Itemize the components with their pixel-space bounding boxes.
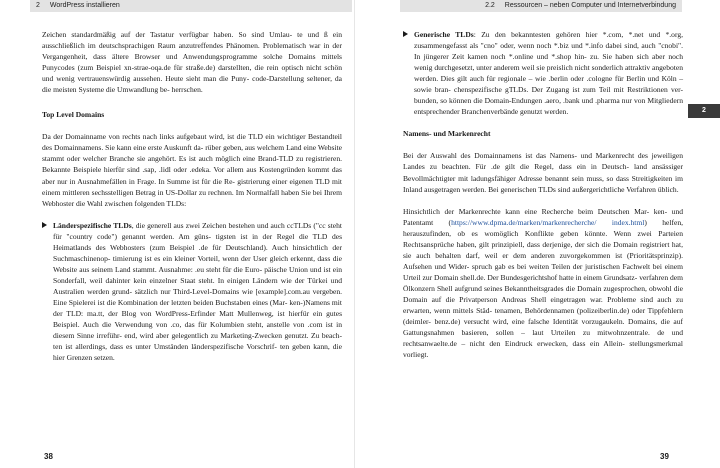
text-line: herrschen.	[171, 85, 203, 95]
chapter-number: 2	[36, 2, 40, 9]
text-line: Mullenweg, ist hierfür ein gutes Beispiel. Auch die Verwendung von .co,	[53, 309, 343, 330]
left-body-text	[42, 29, 342, 363]
text-line: stellungsmerkmal vorliegt.	[403, 339, 684, 360]
text-line: dem anderen zuvorgekommen ist (Prioritätsprinzip). Aufsehen und Wider-	[403, 250, 683, 271]
text-line: schön und wenig vertrauenswürdig aussehen. Heute sieht man die Puny-	[42, 63, 343, 84]
text-line: Da der Domainname von rechts nach links aufgebaut wird, ist die TLD ein	[42, 132, 275, 142]
text-line: von Mitgliedern entsprechender Branchenverbände genutzt werden.	[414, 96, 683, 117]
bullet-item-cctld	[42, 220, 342, 364]
right-body-text	[403, 29, 683, 360]
text-line: chenspezifische gTLDs. Der Zugang ist zum Teil mit Restriktionen ver-	[454, 85, 683, 95]
page-number-right: 39	[660, 452, 669, 461]
text-line: ken- und Patentamt (	[403, 206, 684, 227]
section-heading-namensrecht: Namens- und Markenrecht	[403, 129, 491, 139]
dpma-link[interactable]: https://www.dpma.de/marken/markenrecherche/	[451, 217, 597, 227]
text-line: benz.de) versucht wird, eine falsche Identität vorzugaukeln. Domains, die	[434, 317, 670, 327]
text-line: land ansässiger Bevollmächtigter mit ladungsfähiger Adresse benannt sein	[403, 162, 683, 183]
text-line: Zeichen standardmäßig auf der Tastatur verfügbar haben. So sind Umlau-	[42, 30, 293, 39]
text-line: und Anwendungsprogramme solche Domains mittels Punycodes (zum	[42, 52, 342, 73]
text-line: Spielerei ist die Kombination der letzten beiden Buchstaben eines (Mar-	[68, 297, 288, 307]
text-line: , die generell aus zwei Zeichen bestehen und	[131, 220, 269, 230]
text-line: zu. Sie haben sich aber noch wenig durchgesetzt, unter anderem weil sie	[414, 52, 684, 73]
text-line: das für Kolumbien steht, anstelle von .com ist in diesem Sinne irreführ-	[53, 320, 342, 341]
text-line: Wahl zwischen folgenden TLDs:	[86, 198, 187, 208]
text-line: ken-)Namens mit der TLD: ma.tt, der Blog von WordPress-Erfinder Matt	[53, 297, 342, 319]
text-line: gistrierung einer eigenen TLD mit einem mittleren sechsstelligen Betrag	[42, 176, 343, 197]
tld-paragraph	[42, 131, 342, 208]
text-line: Bei der Auswahl des Domainnamens ist das Namens- und Markenrecht des	[403, 151, 648, 161]
text-line: wichtiger Bestandteil des Domainnamens. Sie kann eine erste Auskunft da-	[42, 132, 343, 153]
text-line: timierung ist es ein kleiner Vorteil, wenn der User gleich erkennt, dass	[112, 253, 331, 263]
text-line: steht. In einigen Ländern wie der Türkei und Australien werden grund-	[53, 275, 342, 296]
bullet-term: Länderspezifische TLDs	[53, 220, 132, 230]
text-line: auch ccTLDs ("cc steht für "country code") genannt werden. Am güns-	[53, 220, 343, 241]
text-line: kommt das aber nur in Ausnahmefällen in Frage. In Summe ist für die Re-	[42, 165, 342, 186]
chapter-tab: 2	[688, 104, 720, 118]
text-line: Beispiel xn-strae-oqa.de für straße.de) darstellten, die rein optisch nicht	[96, 63, 322, 73]
section-heading-tld: Top Level Domains	[42, 110, 105, 120]
section-title: Ressourcen – neben Computer und Internetverbindung	[504, 2, 676, 9]
markenrecht-paragraph	[403, 206, 683, 361]
text-line: : Zu den bekanntesten gehören hier *.com, *.net und	[473, 30, 661, 39]
text-line: Shell eingetragen war. Probleme sind auch zu erwarten, wenn mittels Städ-	[403, 294, 683, 316]
text-line: rüber geben, aus welchem Land eine Website stammt oder welcher Branche	[42, 143, 342, 164]
text-line: sie angehört. Es ist auch möglich eine Brand-TLD zu registrieren. Bekannte	[42, 154, 342, 175]
text-line: verfahren dem Ölkonzern Shell aufgrund seines Bekanntheitsgrades die	[403, 272, 683, 293]
text-line: code-Darstellung seltener, da die meisten Systeme die Umwandlung be-	[42, 74, 342, 95]
bullet-triangle-icon	[42, 222, 47, 228]
dpma-link-continued[interactable]: index.html	[611, 217, 645, 227]
text-line: preislich nicht sonderlich attraktiv angeboten werden. Dies gilt auch für	[414, 63, 683, 84]
text-line: TLDs sind außergerichtliche Verfahren üblich.	[538, 184, 679, 194]
text-line: spruch gab es bei weiten Teilen der juristischen Fachwelt bei einem Urteil	[403, 261, 684, 282]
text-line: muss, so dass Streitigkeiten im Inland ausgetragen werden. Bei generischen	[403, 173, 683, 194]
book-gutter	[354, 0, 355, 468]
text-line: derjenige, der sich die Domain registriert hat, sie auch behalten darf, weil er	[403, 239, 683, 260]
text-line: in US-Dollar zu rechnen. Im Normalfall haben Sie bei Ihrem Webhoster die	[42, 187, 342, 208]
text-line: Beispiele hierfür sind .sap, .lidl oder .edeka. Vor allem aus Kostengründen	[73, 165, 306, 175]
text-line: zur Domain shell.de. Der Bundesgerichtshof hatte in einem Grundsatz-	[422, 272, 638, 282]
chapter-title: WordPress installieren	[49, 2, 120, 9]
namensrecht-paragraph	[403, 150, 683, 194]
text-line: die Website aus seinem Land stammt. Ausnahme: .eu steht für die Euro-	[53, 253, 342, 274]
text-line: Phänomen. Problematisch war in der Vergangenheit, dass ältere Browser	[42, 41, 342, 62]
intro-paragraph	[42, 29, 342, 95]
text-line: tenamen, Behördennamen (polizeiberlin.de) oder Tippfehlern (deimler-	[403, 306, 684, 327]
text-line: Hinsichtlich der Markenrechte kann eine Recherche beim Deutschen Mar-	[403, 206, 650, 216]
text-line: tigsten ist in der Regel die TLD des Heimatlands des Webhosters (zum	[53, 231, 343, 252]
text-line: ) helfen, herauszufinden, ob es womöglich Konflikte geben	[403, 217, 683, 238]
text-line: bunden, so können die Domain-Endungen .aero, .bank und .pharma nur	[414, 96, 632, 106]
running-header-left	[30, 0, 352, 12]
text-line: de und rechtsanwaelte.de – nicht den Eindruck erwecken, dass ein Allein-	[403, 328, 683, 349]
bullet-term: Generische TLDs	[414, 30, 474, 39]
text-line: regionale – wie .berlin oder .cologne für Berlin und Köln – sowie bran-	[414, 74, 684, 95]
bullet-item-gtld	[403, 29, 683, 117]
section-number: 2.2	[485, 2, 495, 9]
text-line: te und ß ein ausschließlich im deutschsprachigen Raum anzutreffendes	[42, 30, 343, 51]
text-line: ten geben kann, die hier Grenzen setzen.	[53, 342, 342, 363]
page-number-left: 38	[44, 452, 53, 461]
text-line: auf Gattungsnahmen basieren, sollen – laut Urteilen zu mitwohnzentrale.	[403, 317, 683, 338]
running-header-right	[400, 0, 682, 12]
text-line: sätzlich nur Third-Level-Domains wie [example].com.au vergeben. Eine	[53, 286, 342, 307]
text-line: *.org, zusammengefasst als "cno" oder, wenn noch *.biz und *.info dabei	[414, 30, 683, 51]
text-line: Beispiel .de für Deutschland). Auch hinsichtlich der Suchmaschinenop-	[53, 242, 342, 263]
text-line: end, wird aber gelegentlich zu Marketing-Zwecken genutzt. Zu beach-	[124, 331, 343, 341]
bullet-triangle-icon	[403, 31, 408, 37]
text-line: sind, auch "cnobi". In jüngerer Zeit kamen noch *.online und *.shop hin-	[414, 41, 684, 62]
text-line: päische Union und ist ein Sonderfall, weil dahinter kein einzelner Staat	[53, 264, 342, 285]
text-line: könnte. Wenn zwei Parteien Rechtsansprüche haben, gilt prinzipiell, dass	[403, 228, 684, 249]
right-page	[360, 0, 720, 468]
text-line: Domain zugesprochen, obwohl die Domain auf die Privatperson Andreas	[403, 283, 683, 304]
text-line: ten ist allerdings, dass es unter Umständen länderspezifische Vorschrif-	[53, 342, 277, 352]
text-line: jeweiligen Landes zu beachten. Für .de gilt die Regel, dass ein in Deutsch-	[403, 151, 683, 172]
left-page	[0, 0, 352, 468]
